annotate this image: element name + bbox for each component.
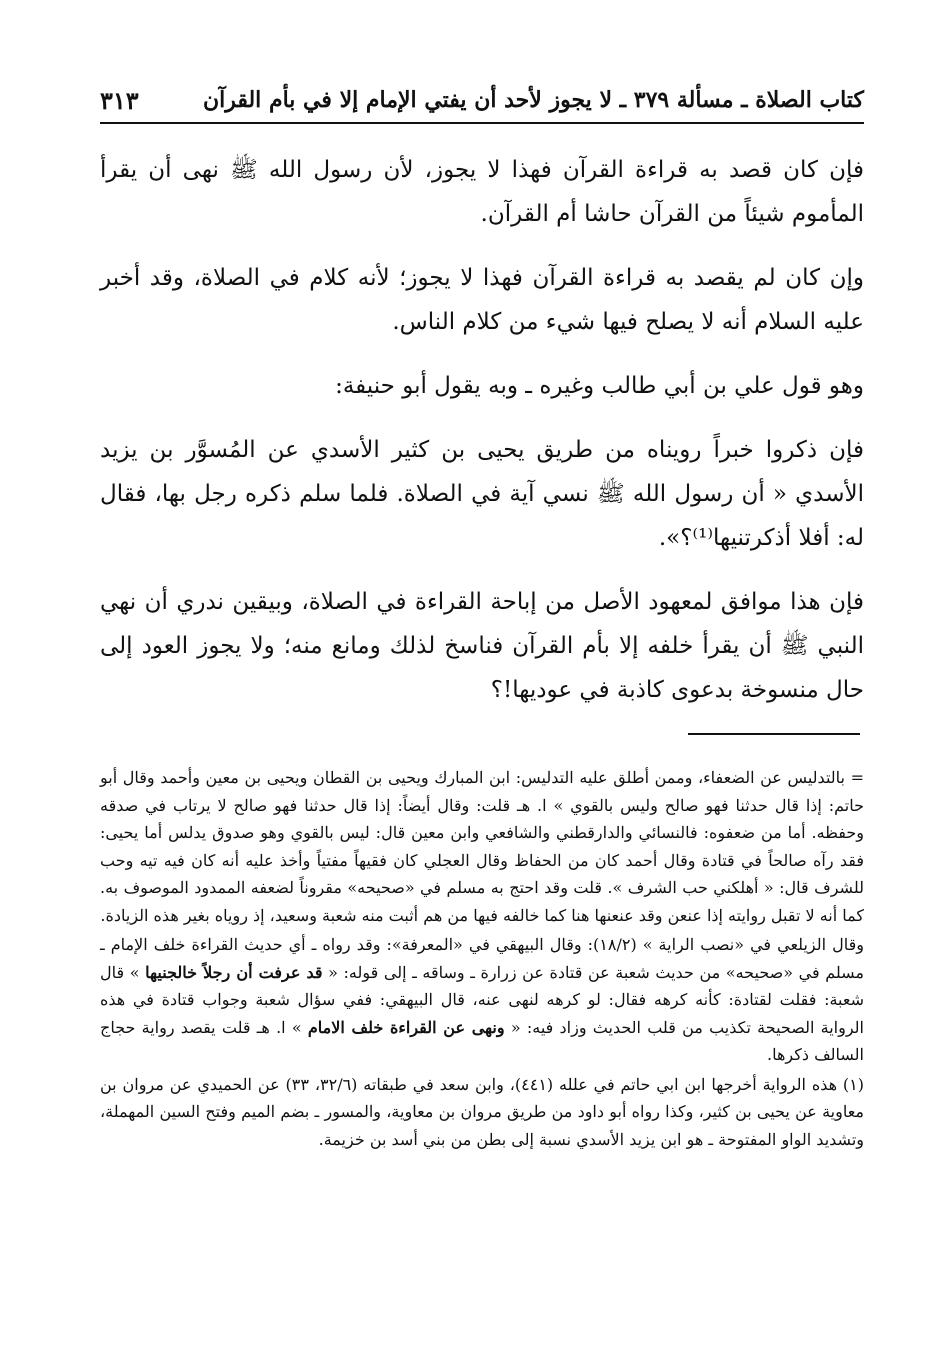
paragraph: فإن هذا موافق لمعهود الأصل من إباحة القراءة في الصلاة، وبيقين ندري أن نهي النبي ﷺ أن يقرأ خلفه إلا بأم القرآن فناسخ لذلك ومانع منه؛ ولا يجوز العود إلى حال منسوخة بدعوى كاذبة في عوديها!؟ [100,589,864,703]
running-header [100,78,864,124]
page-number: ٣١٣ [100,85,139,115]
footnote-text: وقال الزيلعي في «نصب الراية » (١٨/٢): وقال البيهقي في «المعرفة»: وقد رواه ـ أي حديث القراءة خلف الإمام ـ مسلم في «صحيحه» من حديث شعبة عن قتادة عن زرارة ـ وساقه ـ إلى قوله: « [100,935,865,982]
footnote-1: (١) هذه الرواية أخرجها ابن ابي حاتم في علله (٤٤١)، وابن سعد في طبقاته (٣٢/٦، ٣٣) عن الحميدي عن مروان بن معاوية عن يحيى بن كثير، وكذا رواه أبو داود من طريق مروان بن معاوية، والمسور ـ بضم الميم وفتح السين المهملة، وتشديد الواو المفتوحة ـ هو ابن يزيد الأسدي نسبة إلى بطن من بني أسد بن خزيمة. [100,1074,865,1149]
footnote-zaylai [100,931,864,1069]
paragraph: وإن كان لم يقصد به قراءة القرآن فهذا لا يجوز؛ لأنه كلام في الصلاة، وقد أخبر عليه السلام أنه لا يصلح فيها شيء من كلام الناس. [100,265,864,335]
main-text [100,148,864,732]
footnote-continuation: = بالتدليس عن الضعفاء، وممن أطلق عليه التدليس: ابن المبارك ويحيى بن القطان ويحيى بن معين وأحمد وقال أبو حاتم: إذا قال حدثنا فهو صالح وليس بالقوي » ا. هـ قلت: وقال أيضاً: إذا قال حدثنا فهو صالح لا يرتاب في صدقه وحفظه. أما من ضعفوه: فالنسائي والدارقطني والشافعي وابن معين قال: ليس بالقوي وهو صدوق يدلس أما يحيى: فقد رآه صالحاً في قتادة وقال أحمد كان من الحفاظ وقال العجلي كان فقيهاً مفتياً وأخذ عليه أنه كان فيه تيه وحب للشرف قال: « أهلكني حب الشرف ». قلت وقد احتج به مسلم في «صحيحه» مقروناً لضعفه الممدود الموصوف به. كما أنه لا تقبل روايته إذا عنعن وقد عنعنها هنا كما خالفه فيها من هم أثبت منه شعبة وسعيد، إذ روياه بغير هذه الزيادة. [100,768,864,925]
footnote-text: » ا. هـ قلت يقصد رواية حجاج السالف ذكرها. [100,1017,864,1064]
footnotes [100,764,864,1153]
header-title: كتاب الصلاة ـ مسألة ٣٧٩ ـ لا يجوز لأحد أن يفتي الإمام إلا في بأم القرآن [202,87,864,113]
footnote-quote: ونهى عن القراءة خلف الامام [307,1017,505,1037]
paragraph: فإن كان قصد به قراءة القرآن فهذا لا يجوز، لأن رسول الله ﷺ نهى أن يقرأ المأموم شيئاً من القرآن حاشا أم القرآن. [100,157,864,227]
paragraph: فإن ذكروا خبراً رويناه من طريق يحيى بن كثير الأسدي عن المُسوَّر بن يزيد الأسدي « أن رسول الله ﷺ نسي آية في الصلاة. فلما سلم ذكره رجل بها، فقال له: أفلا أذكرتنيها⁽¹⁾؟». [100,437,864,551]
paragraph: وهو قول علي بن أبي طالب وغيره ـ وبه يقول أبو حنيفة: [335,373,864,399]
footnote-quote: قد عرفت أن رجلاً خالجنيها [145,962,323,982]
footnote-text: » قال شعبة: فقلت لقتادة: كأنه كرهه فقال: لو كرهه لنهى عنه، قال البيهقي: ففي سؤال شعبة وجواب قتادة في هذه الرواية الصحيحة تكذيب من قلب الحديث وزاد فيه: « [100,962,864,1037]
footnote-separator [688,733,860,735]
